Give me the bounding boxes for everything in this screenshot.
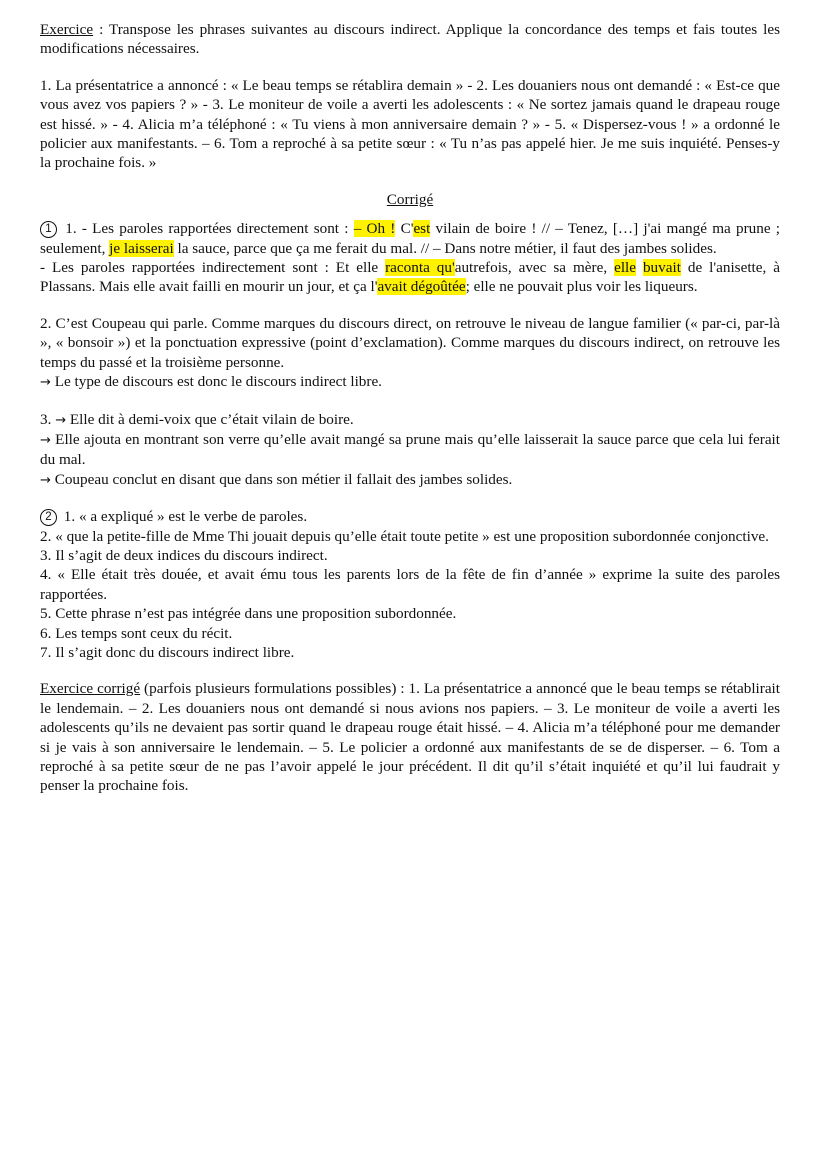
arrow-icon: →	[40, 472, 51, 488]
part1-q3-a: 3. → Elle dit à demi-voix que c’était vilain de boire.	[40, 410, 354, 428]
highlight: raconta qu'	[385, 259, 455, 277]
highlight: avait dégoûtée	[377, 278, 466, 296]
exercise-corrige: Exercice corrigé (parfois plusieurs formulations possibles) : 1. La présentatrice a annoncé que le beau temps se rétablirait le lendemain. – 2. Les douaniers nous ont demandé si nous avions nos papiers. – 3. Le moniteur de voile a averti les adolescents qu’ils ne devaient pas sortir quand le drapeau rouge était hissé. – 4. Alicia m’a téléphoné pour me demander si je vais à son anniversaire le lendemain. – 5. Le policier a ordonné aux manifestants de se de disperser. – 6. Tom a reproché à sa petite sœur de ne pas l’avoir appelé le jour précédent. Il dit qu’il s’était inquiété et qu’il lui faudrait y penser la prochaine fois.	[40, 680, 781, 795]
part1-q2: 2. C’est Coupeau qui parle. Comme marques du discours direct, on retrouve le niveau de langue familier (« par-ci, par-là », « bonsoir ») et la ponctuation expressive (point d’exclamation). Comme marques du discours indirect, on retrouve les temps du passé et la troisième personne.	[40, 314, 780, 371]
part1-q3-c: → Coupeau conclut en disant que dans son métier il fallait des jambes solides.	[40, 470, 513, 488]
arrow-icon: →	[55, 412, 67, 428]
part1-q3-b: → Elle ajouta en montrant son verre qu’elle avait mangé sa prune mais qu’elle laisserait la sauce parce que cela lui ferait du mal.	[40, 430, 780, 469]
exercise-heading: Exercice	[40, 21, 94, 38]
arrow-icon: →	[40, 432, 51, 448]
circled-number-1: 1	[40, 221, 57, 238]
highlight: – Oh !	[353, 220, 396, 238]
highlight: buvait	[642, 259, 681, 277]
exercise-sentences: 1. La présentatrice a annoncé : « Le beau temps se rétablira demain » - 2. Les douaniers nous ont demandé : « Est-ce que vous avez vos papiers ? » - 3. Le moniteur de voile a averti les adolescents : « Ne sortez jamais quand le drapeau rouge est hissé. » - 4. Alicia m’a téléphoné : « Tu viens à mon anniversaire demain ? » - 5. « Dispersez-vous ! » a ordonné le policier aux manifestants. – 6. Tom a reproché à sa petite sœur : « Tu n’as pas appelé hier. Je me suis inquiété. Penses-y la prochaine fois. »	[40, 76, 780, 172]
part2-item-4: 4. « Elle était très douée, et avait ému tous les parents lors de la fête de fin d’année » exprime la suite des paroles rapportées.	[40, 566, 780, 603]
part2-item-1: 2 1. « a expliqué » est le verbe de paroles.	[40, 507, 780, 526]
part2-item-3: 3. Il s’agit de deux indices du discours indirect.	[40, 546, 328, 564]
document-page	[40, 20, 780, 796]
corrige-title: Corrigé	[386, 190, 434, 208]
highlight: est	[413, 220, 431, 238]
exercise-corrige-heading: Exercice corrigé	[40, 680, 141, 698]
exercise-instruction: Exercice : Transpose les phrases suivantes au discours indirect. Applique la concordance des temps et fais toutes les modifications nécessaires.	[40, 21, 780, 58]
arrow-icon: →	[40, 375, 51, 391]
part1-q1-indirect: - Les paroles rapportées indirectement sont : Et elle raconta qu'autrefois, avec sa mère, elle buvait de l'anisette, à Plassans. Mais elle avait failli en mourir un jour, et ça l'avait dégoûtée; elle ne pouvait plus voir les liqueurs.	[40, 259, 780, 296]
part2-item-5: 5. Cette phrase n’est pas intégrée dans une proposition subordonnée.	[40, 605, 457, 623]
highlight: je laisserai	[109, 239, 174, 257]
circled-number-2: 2	[40, 509, 57, 526]
part2-item-2: 2. « que la petite-fille de Mme Thi jouait depuis qu’elle était toute petite » est une proposition subordonnée conjonctive.	[40, 527, 769, 545]
part2-item-6: 6. Les temps sont ceux du récit.	[40, 624, 233, 642]
part1-q1-direct: 1 1. - Les paroles rapportées directement sont : – Oh ! C'est vilain de boire ! // – Tenez, […] j'ai mangé ma prune ; seulement, je laisserai la sauce, parce que ça me ferait du mal. // – Dans notre métier, il faut des jambes solides.	[40, 220, 781, 257]
part1-q2-conclusion: → Le type de discours est donc le discours indirect libre.	[40, 373, 382, 391]
highlight: elle	[614, 259, 636, 277]
part2-item-7: 7. Il s’agit donc du discours indirect libre.	[40, 643, 295, 661]
